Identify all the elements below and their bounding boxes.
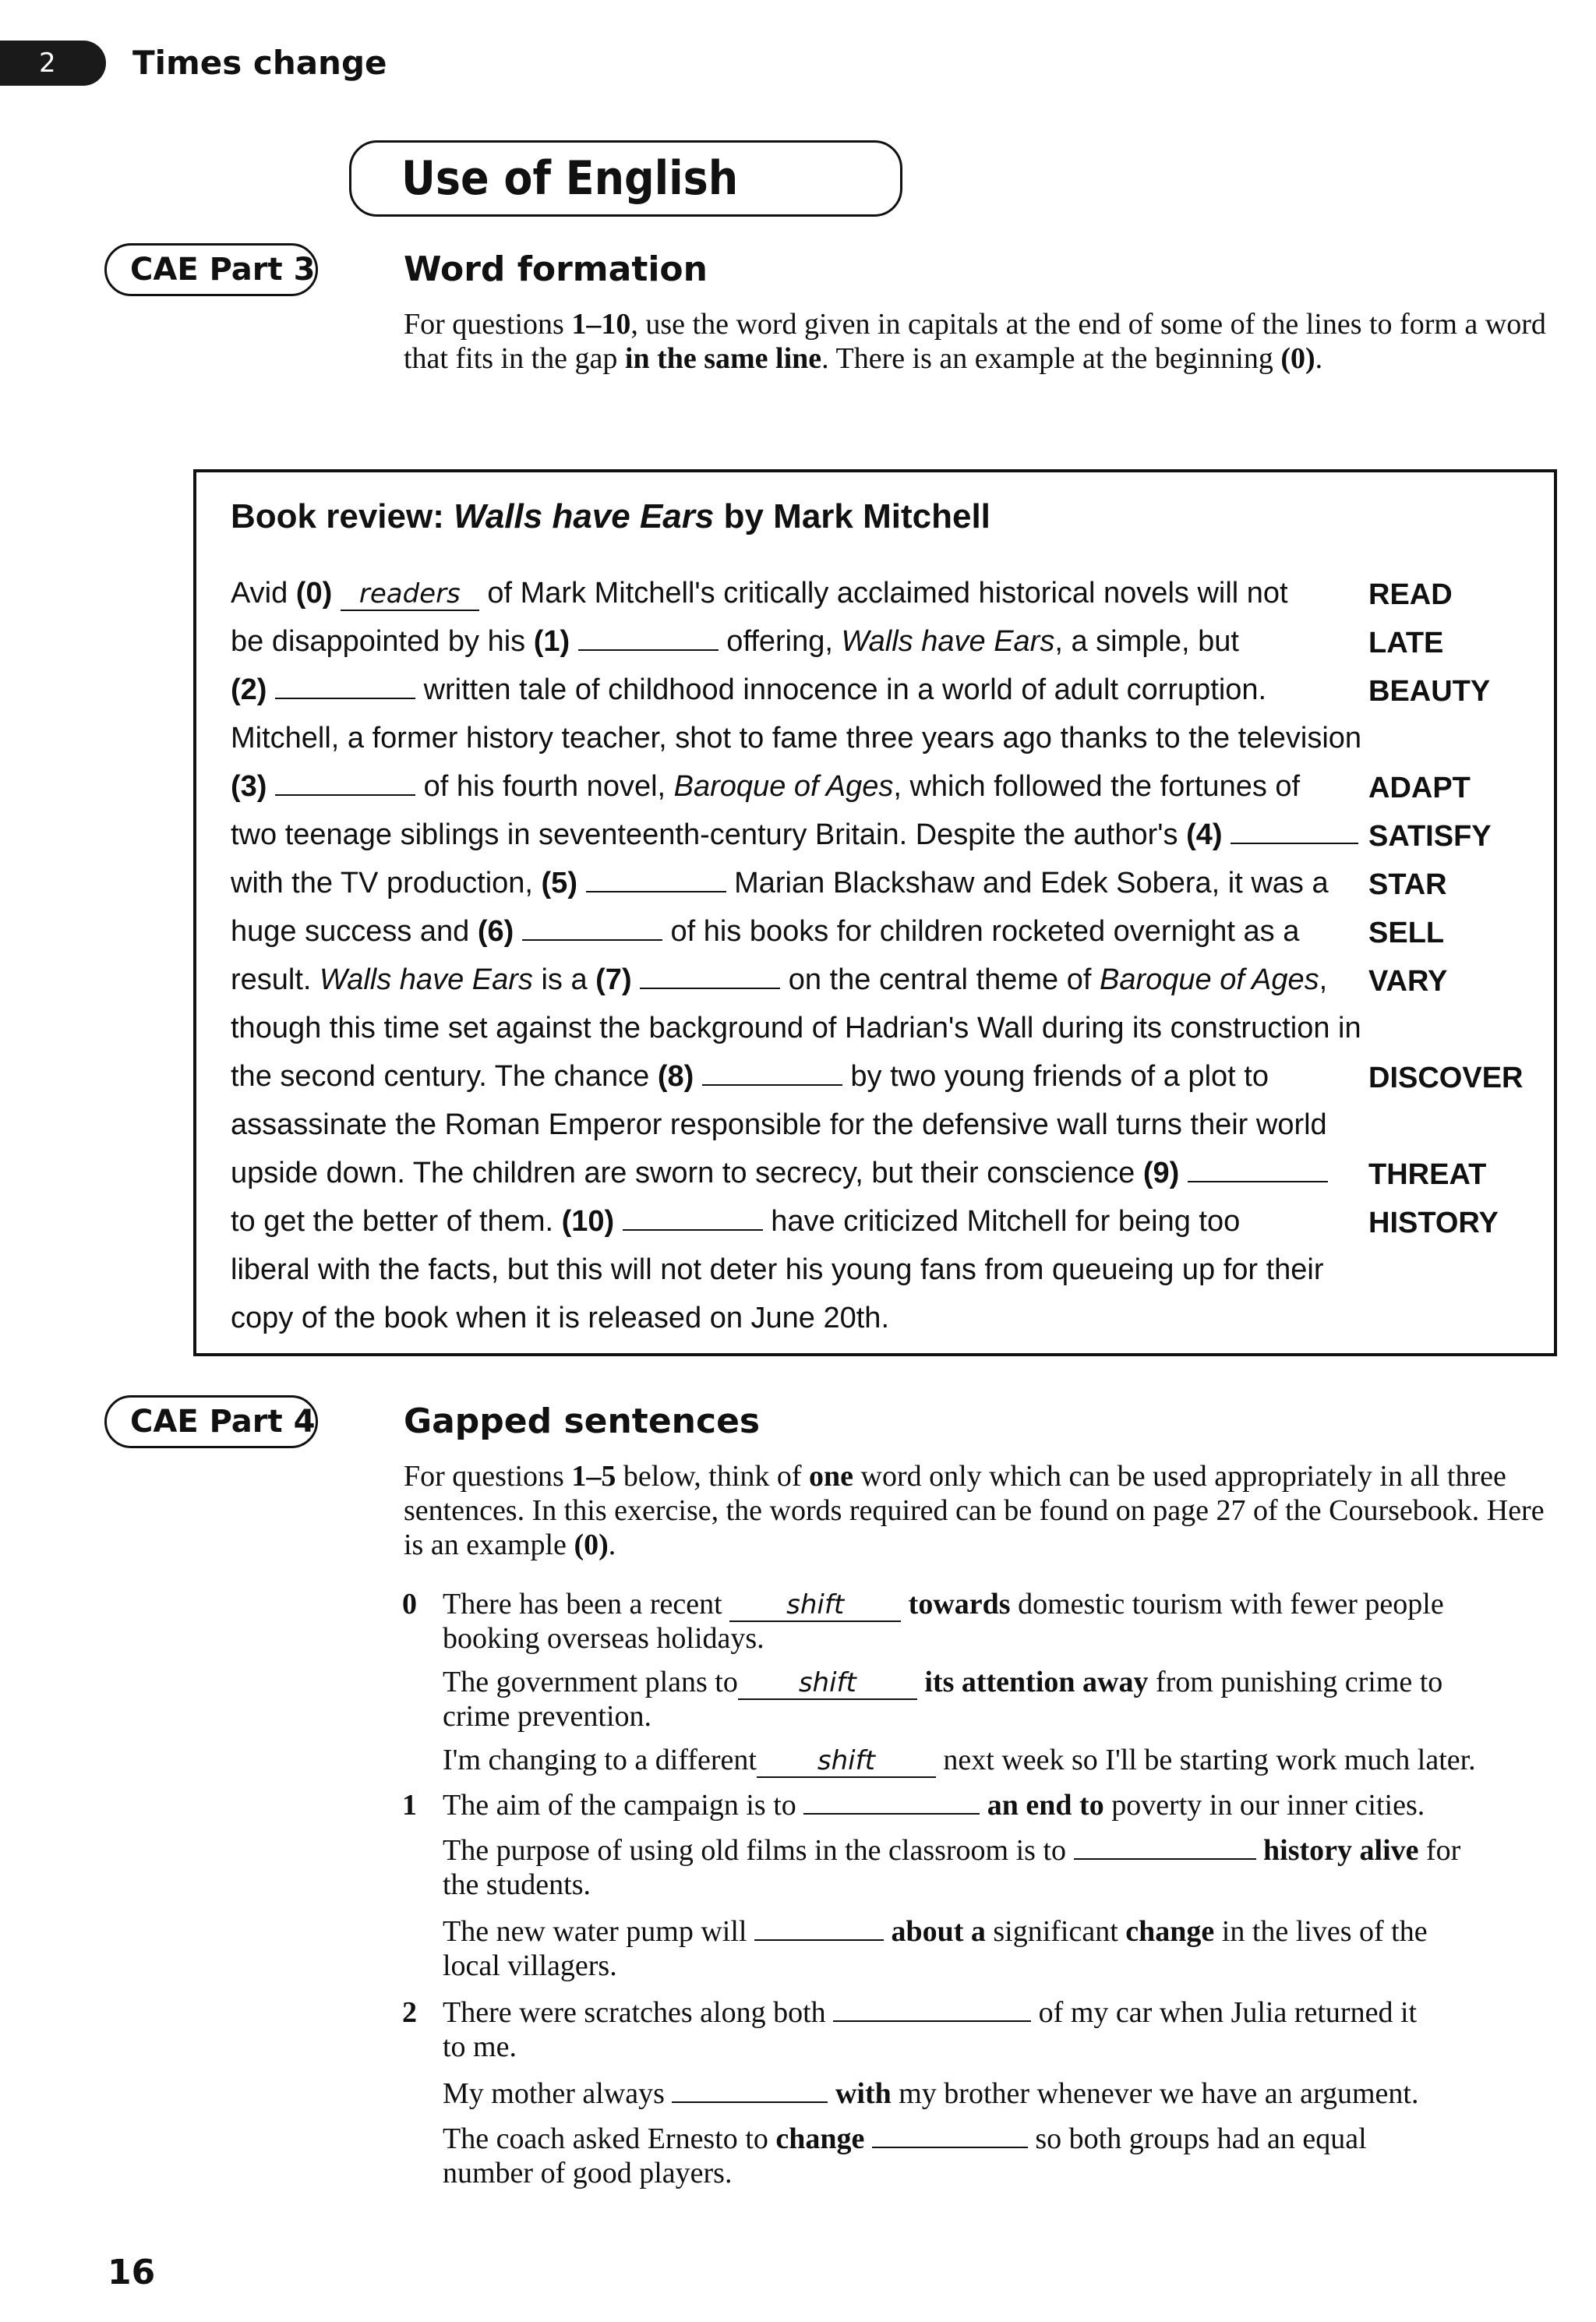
part3-title: Word formation (404, 249, 708, 289)
keyword-discover: DISCOVER (1368, 1062, 1524, 1094)
q2-sentence-3: The coach asked Ernesto to change so both groups had an equal (443, 2122, 1367, 2155)
q2-sentence-1-cont: to me. (443, 2030, 517, 2063)
review-line-7: with the TV production, (5) Marian Blackshaw and Edek Sobera, it was a (231, 867, 1329, 899)
chapter-number: 2 (39, 48, 56, 79)
review-line-15: liberal with the facts, but this will not deter his young fans from queueing up for their (231, 1253, 1324, 1286)
gap-5[interactable] (586, 868, 726, 892)
gap-7[interactable] (640, 964, 780, 989)
review-line-16: copy of the book when it is released on June 20th. (231, 1302, 889, 1334)
q1-gap-3[interactable] (754, 1916, 884, 1941)
q0-sentence-3: I'm changing to a different shift next week so I'll be starting work much later. (443, 1744, 1476, 1776)
chapter-number-tab (0, 41, 106, 86)
keyword-threat: THREAT (1368, 1158, 1487, 1191)
part4-label-text: CAE Part 4 (130, 1404, 316, 1440)
review-line-1: Avid (0) readers of Mark Mitchell's critically acclaimed historical novels will not (231, 577, 1288, 610)
review-line-5: (3) of his fourth novel, Baroque of Ages, which followed the fortunes of (231, 770, 1301, 803)
gap-1[interactable] (578, 626, 719, 651)
gap-8[interactable] (702, 1061, 842, 1086)
part3-instructions: For questions 1–10, use the word given in capitals at the end of some of the lines to form a word that fits in the gap in the same line. There is an example at the beginning (0). (404, 308, 1546, 375)
q2-gap-1[interactable] (833, 1997, 1031, 2022)
question-number: 1 (402, 1789, 417, 1822)
gap-3[interactable] (275, 771, 415, 796)
question-number: 0 (402, 1588, 417, 1620)
review-line-3: (2) written tale of childhood innocence in a world of adult corruption. (231, 673, 1267, 706)
review-line-11: the second century. The chance (8) by two young friends of a plot to (231, 1060, 1269, 1093)
keyword-adapt: ADAPT (1368, 772, 1471, 804)
review-line-14: to get the better of them. (10) have criticized Mitchell for being too (231, 1205, 1241, 1238)
keyword-history: HISTORY (1368, 1207, 1499, 1239)
example-answer-shift: shift (738, 1667, 917, 1700)
keyword-read: READ (1368, 578, 1453, 611)
review-line-9: result. Walls have Ears is a (7) on the central theme of Baroque of Ages, (231, 963, 1328, 996)
keyword-sell: SELL (1368, 917, 1445, 949)
q1-sentence-1: The aim of the campaign is to an end to poverty in our inner cities. (443, 1789, 1425, 1822)
review-line-6: two teenage siblings in seventeenth-century Britain. Despite the author's (4) (231, 818, 1358, 852)
review-line-8: huge success and (6) of his books for children rocketed overnight as a (231, 915, 1300, 948)
q1-gap-2[interactable] (1074, 1835, 1256, 1860)
q1-sentence-2: The purpose of using old films in the classroom is to history alive for (443, 1834, 1461, 1867)
review-line-12: assassinate the Roman Emperor responsible for the defensive wall turns their world (231, 1108, 1327, 1141)
q2-gap-2[interactable] (672, 2078, 828, 2103)
q1-sentence-3-cont: local villagers. (443, 1949, 617, 1982)
example-answer-shift: shift (757, 1745, 936, 1778)
q1-gap-1[interactable] (803, 1790, 980, 1815)
q1-sentence-2-cont: the students. (443, 1868, 591, 1901)
q2-sentence-2: My mother always with my brother whenever we have an argument. (443, 2077, 1419, 2110)
q2-sentence-1: There were scratches along both of my car when Julia returned it (443, 1996, 1418, 2029)
example-answer-shift: shift (729, 1589, 901, 1622)
review-line-2: be disappointed by his (1) offering, Walls have Ears, a simple, but (231, 625, 1239, 658)
gap-2[interactable] (275, 674, 415, 699)
keyword-satisfy: SATISFY (1368, 820, 1492, 853)
part4-label (104, 1395, 318, 1448)
section-title-box (349, 140, 902, 217)
keyword-star: STAR (1368, 868, 1447, 901)
review-line-4: Mitchell, a former history teacher, shot to fame three years ago thanks to the television (231, 722, 1362, 755)
part4-instructions: For questions 1–5 below, think of one word only which can be used appropriately in all three sentences. In this exercise, the words required can be found on page 27 of the Coursebook. Here is an example (0). (404, 1460, 1545, 1561)
review-line-13: upside down. The children are sworn to secrecy, but their conscience (9) (231, 1157, 1328, 1190)
q0-sentence-2: The government plans to shift its attention away from punishing crime to (443, 1666, 1443, 1698)
gap-9[interactable] (1188, 1157, 1328, 1182)
chapter-title: Times change (132, 44, 387, 82)
example-answer-readers: readers (341, 578, 479, 611)
question-number: 2 (402, 1996, 417, 2029)
q2-gap-3[interactable] (872, 2123, 1028, 2148)
keyword-vary: VARY (1368, 965, 1448, 998)
q0-sentence-2-cont: crime prevention. (443, 1700, 652, 1733)
q0-sentence-1: There has been a recent shift towards domestic tourism with fewer people (443, 1588, 1444, 1620)
page-number: 16 (108, 2253, 156, 2292)
q0-sentence-1-cont: booking overseas holidays. (443, 1622, 764, 1655)
gap-4[interactable] (1231, 819, 1358, 844)
review-title: Book review: Walls have Ears by Mark Mitchell (231, 497, 990, 535)
part4-title: Gapped sentences (404, 1401, 761, 1441)
section-title: Use of English (401, 151, 739, 206)
part3-label (104, 243, 318, 296)
gap-10[interactable] (623, 1206, 763, 1231)
keyword-beauty: BEAUTY (1368, 675, 1491, 708)
q1-sentence-3: The new water pump will about a significant change in the lives of the (443, 1915, 1428, 1948)
keyword-late: LATE (1368, 627, 1444, 659)
review-line-10: though this time set against the background of Hadrian's Wall during its construction in (231, 1012, 1361, 1044)
q2-sentence-3-cont: number of good players. (443, 2157, 733, 2189)
gap-6[interactable] (522, 916, 662, 941)
part3-label-text: CAE Part 3 (130, 252, 316, 288)
